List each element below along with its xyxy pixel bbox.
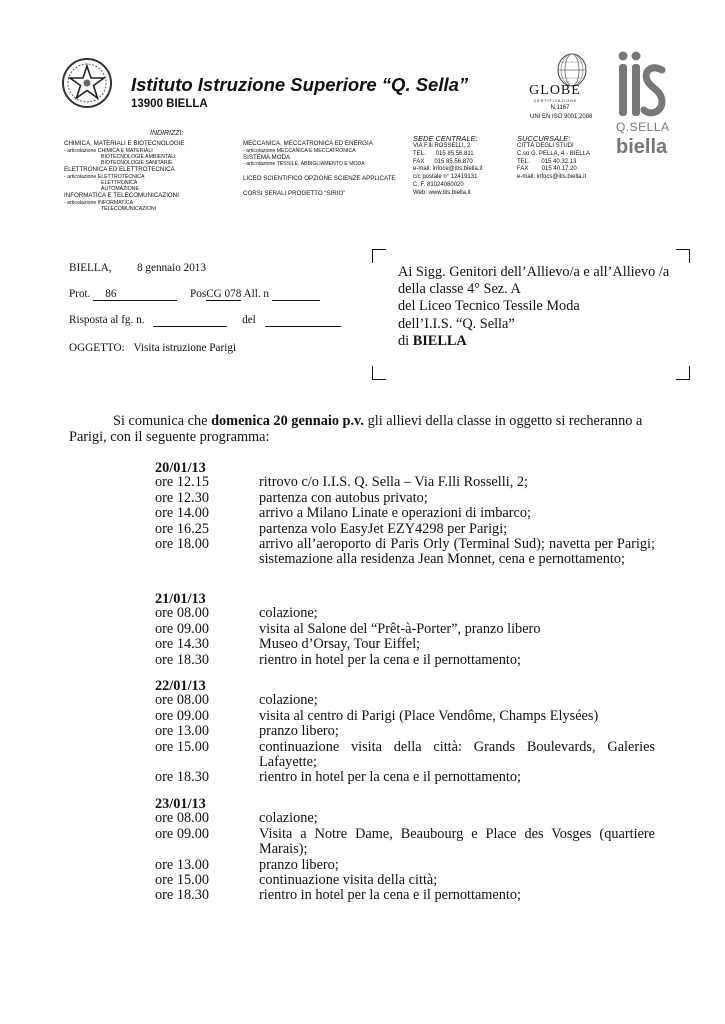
succursale xyxy=(517,134,617,182)
indirizzo-line: BIOTECNOLOGIE SANITARIE xyxy=(101,160,173,166)
schedule-row xyxy=(155,653,655,668)
schedule-time: ore 12.15 xyxy=(155,474,209,491)
schedule-row xyxy=(155,506,655,521)
indirizzi-column-2 xyxy=(243,140,413,198)
oggetto-label: OGGETTO: xyxy=(69,342,125,354)
schedule-row xyxy=(155,858,655,873)
schedule-description: continuazione visita della città: Grands Boulevards, Galeries Lafayette; xyxy=(259,738,655,770)
recipient-line-1: Ai Sigg. Genitori dell’Allievo/a e all’Allievo /a xyxy=(398,264,670,280)
schedule-time: ore 14.00 xyxy=(155,505,209,522)
schedule-time: ore 13.00 xyxy=(155,723,209,740)
schedule-description: rientro in hotel per la cena e il pernottamento; xyxy=(259,769,522,786)
schedule-row xyxy=(155,606,655,621)
indirizzo-line: MECCANICA, MECCATRONICA ED ENERGIA xyxy=(243,140,373,147)
schedule-time: ore 09.00 xyxy=(155,825,209,842)
schedule-description: visita al Salone del “Prêt-à-Porter”, pranzo libero xyxy=(259,620,541,637)
schedule-time: ore 08.00 xyxy=(155,810,209,827)
schedule-row xyxy=(155,637,655,652)
schedule-time: ore 09.00 xyxy=(155,707,209,724)
schedule-description: pranzo libero; xyxy=(259,723,339,740)
schedule-description: pranzo libero; xyxy=(259,856,339,873)
place-label: BIELLA, xyxy=(69,262,112,274)
contact-line: e-mail: infoce@itis.biella.it xyxy=(413,166,483,173)
schedule-time: ore 08.00 xyxy=(155,605,209,622)
schedule-description: rientro in hotel per la cena e il pernottamento; xyxy=(259,651,522,668)
schedule-time: ore 15.00 xyxy=(155,872,209,888)
schedule-row xyxy=(155,888,655,903)
all-label: All. n xyxy=(243,288,270,300)
republic-emblem xyxy=(60,56,114,110)
schedule-row xyxy=(155,693,655,708)
sede-centrale xyxy=(413,134,513,198)
schedule-time: ore 18.00 xyxy=(155,536,209,552)
schedule-time: ore 15.00 xyxy=(155,738,209,755)
indirizzo-line xyxy=(243,183,413,191)
intro-bold-date: domenica 20 gennaio p.v. xyxy=(211,413,364,429)
letter-date: 8 gennaio 2013 xyxy=(137,262,206,274)
star-emblem-icon xyxy=(60,56,114,110)
sede-lines xyxy=(413,143,513,198)
schedule-description: rientro in hotel per la cena e il pernottamento; xyxy=(259,887,522,904)
address-corner-bl xyxy=(372,366,386,380)
indirizzo-line xyxy=(243,168,413,176)
schedule-description: arrivo a Milano Linate e operazioni di imbarco; xyxy=(259,505,531,522)
schedule-description: Visita a Notre Dame, Beaubourg e Place des Vosges (quartiere Marais); xyxy=(259,825,655,858)
intro-part-2: gli allievi della classe in oggetto si recheranno a xyxy=(367,413,643,429)
schedule-time: ore 18.30 xyxy=(155,769,209,786)
schedule-time: ore 16.25 xyxy=(155,520,209,537)
schedule-time: ore 08.00 xyxy=(155,692,209,709)
indirizzo-line: CORSI SERALI PROGETTO “SIRIO” xyxy=(243,190,346,198)
day-date: 20/01/13 xyxy=(155,460,206,476)
schedule-time: ore 09.00 xyxy=(155,620,209,637)
indirizzo-line: ELETTRONICA xyxy=(101,180,138,186)
schedule-description: colazione; xyxy=(259,692,318,709)
intro-part-1: Si comunica che xyxy=(113,413,208,429)
intro-line-2: Parigi, con il seguente programma: xyxy=(69,428,270,445)
letter-date-line xyxy=(69,262,206,274)
schedule-time: ore 14.30 xyxy=(155,636,209,653)
schedule-time: ore 18.30 xyxy=(155,887,209,904)
del-label: del xyxy=(242,314,256,326)
contact-line: FAX 015 40.17.20 xyxy=(517,166,577,173)
schedule-description: partenza con autobus privato; xyxy=(259,489,428,506)
del-value-blank xyxy=(265,314,341,327)
schedule-description: partenza volo EasyJet EZY4298 per Parigi; xyxy=(259,520,508,537)
intro-line-1 xyxy=(69,414,657,430)
indirizzo-line: SISTEMA MODA xyxy=(243,153,291,161)
globe-number: N.1167 xyxy=(550,105,570,111)
schedule-row xyxy=(155,740,655,771)
schedule-description: ritrovo c/o I.I.S. Q. Sella – Via F.lli Rosselli, 2; xyxy=(259,474,528,491)
day-date: 21/01/13 xyxy=(155,591,206,607)
recipient-line-2: della classe 4° Sez. A xyxy=(398,281,521,298)
recipient-city: BIELLA xyxy=(412,332,467,349)
indirizzi-label: INDIRIZZI: xyxy=(150,130,184,137)
schedule-description: continuazione visita della città; xyxy=(259,872,438,888)
schedule-row xyxy=(155,709,655,724)
risposta-line xyxy=(69,314,341,327)
indirizzo-line: CHIMICA, MATERIALI E BIOTECNOLOGIE xyxy=(64,140,185,147)
schedule-row xyxy=(155,475,655,490)
recipient-address xyxy=(398,264,669,350)
risposta-value-blank xyxy=(153,314,227,327)
indirizzo-line: - articolazione INFORMATICA xyxy=(64,200,134,206)
address-corner-br xyxy=(676,366,690,380)
schedule-time: ore 12.30 xyxy=(155,489,209,506)
contact-line: C. F. 81024080020 xyxy=(413,181,464,188)
schedule-description: Museo d’Orsay, Tour Eiffel; xyxy=(259,636,421,653)
schedule-row xyxy=(155,811,655,826)
succursale-title: SUCCURSALE: xyxy=(517,134,571,143)
indirizzo-line: TELECOMUNICAZIONI xyxy=(101,206,157,213)
schedule-row xyxy=(155,724,655,739)
day-date: 23/01/13 xyxy=(155,796,206,812)
pos-label: Pos xyxy=(190,288,207,300)
indirizzo-line: INFORMATICA E TELECOMUNICAZIONI xyxy=(64,192,179,200)
contact-line: VIA F.lli ROSSELLI, 2 xyxy=(413,143,471,149)
protocol-line xyxy=(69,288,320,301)
schedule-time: ore 18.30 xyxy=(155,651,209,668)
prot-label: Prot. xyxy=(69,288,91,300)
iis-sella-logo xyxy=(614,50,670,180)
school-name: Istituto Istruzione Superiore “Q. Sella” xyxy=(131,74,469,95)
prot-value: 86 xyxy=(93,288,177,301)
day-date: 22/01/13 xyxy=(155,678,206,694)
recipient-line-5 xyxy=(398,333,669,350)
pos-value: CG 078 xyxy=(206,288,242,300)
indirizzo-line: BIOTECNOLOGIE AMBIENTALI xyxy=(101,153,176,160)
indirizzo-line: - articolazione CHIMICA E MATERIALI xyxy=(64,147,153,154)
iis-logo-line2: biella xyxy=(616,136,668,158)
address-corner-tl xyxy=(372,249,386,263)
globe-certification-logo xyxy=(520,52,600,122)
indirizzi-column-1 xyxy=(64,140,239,212)
iis-logo-line1: Q.SELLA xyxy=(616,120,670,134)
contact-line: TEL. 015 85.56.811 xyxy=(413,150,474,157)
schedule-row xyxy=(155,770,655,785)
indirizzo-line: AUTOMAZIONE xyxy=(101,186,139,193)
schedule-row xyxy=(155,491,655,506)
schedule-description: colazione; xyxy=(259,605,318,622)
all-value-blank xyxy=(272,288,320,301)
schedule-row xyxy=(155,622,655,637)
contact-line: C.so G. PELLA, 4 - BIELLA xyxy=(517,150,591,157)
contact-line: e-mail: infocs@itis.biella.it xyxy=(517,174,587,181)
contact-line: Web: www.itis.biella.it xyxy=(413,189,471,196)
contact-line: CITTÀ DEGLI STUDI xyxy=(517,143,574,149)
sede-title: SEDE CENTRALE: xyxy=(413,134,478,143)
schedule-row xyxy=(155,827,655,858)
globe-word: GLOBE xyxy=(529,83,581,98)
oggetto-line xyxy=(69,342,236,354)
oggetto-value: Visita istruzione Parigi xyxy=(133,342,237,354)
recipient-di: di xyxy=(398,332,410,349)
iso-certification: UNI EN ISO 9001:2008 xyxy=(530,114,593,120)
address-corner-tr xyxy=(676,249,690,263)
schedule-row xyxy=(155,522,655,537)
schedule-description: arrivo all’aeroporto di Paris Orly (Terminal Sud); navetta per Parigi; sistemazione alla residenza Jean Monnet, cena e pernottamento; xyxy=(259,536,655,568)
schedule-description: visita al centro di Parigi (Place Vendôme, Champs Elysées) xyxy=(259,707,599,724)
recipient-line-4: dell’I.I.S. “Q. Sella” xyxy=(398,315,515,332)
contact-line: c/c postale n° 12419131 xyxy=(413,174,478,181)
contact-line: TEL. 015 40.32.13 xyxy=(517,158,577,165)
contact-line: FAX 015 85.56.870 xyxy=(413,158,473,165)
schedule-row xyxy=(155,873,655,888)
school-city: 13900 BIELLA xyxy=(131,98,208,110)
globe-caption: C E R T I F I C A Z I O N E xyxy=(533,99,577,103)
risposta-label: Risposta al fg. n. xyxy=(69,314,145,326)
intro-paragraph xyxy=(69,414,657,446)
schedule-row xyxy=(155,537,655,568)
schedule-description: colazione; xyxy=(259,810,318,827)
indirizzo-line: - articolazione ELETTROTECNICA xyxy=(64,173,145,180)
indirizzo-line: LICEO SCIENTIFICO OPZIONE SCIENZE APPLICATE xyxy=(243,175,396,183)
succursale-lines xyxy=(517,143,617,182)
schedule-time: ore 13.00 xyxy=(155,856,209,873)
recipient-line-3: del Liceo Tecnico Tessile Moda xyxy=(398,298,580,315)
indirizzo-line: - articolazione TESSILE, ABBIGLIAMENTO E MODA xyxy=(243,161,365,168)
indirizzo-line: ELETTRONICA ED ELETTROTECNICA xyxy=(64,166,175,174)
indirizzo-line: - articolazione MECCANICA E MECCATRONICA xyxy=(243,147,356,154)
